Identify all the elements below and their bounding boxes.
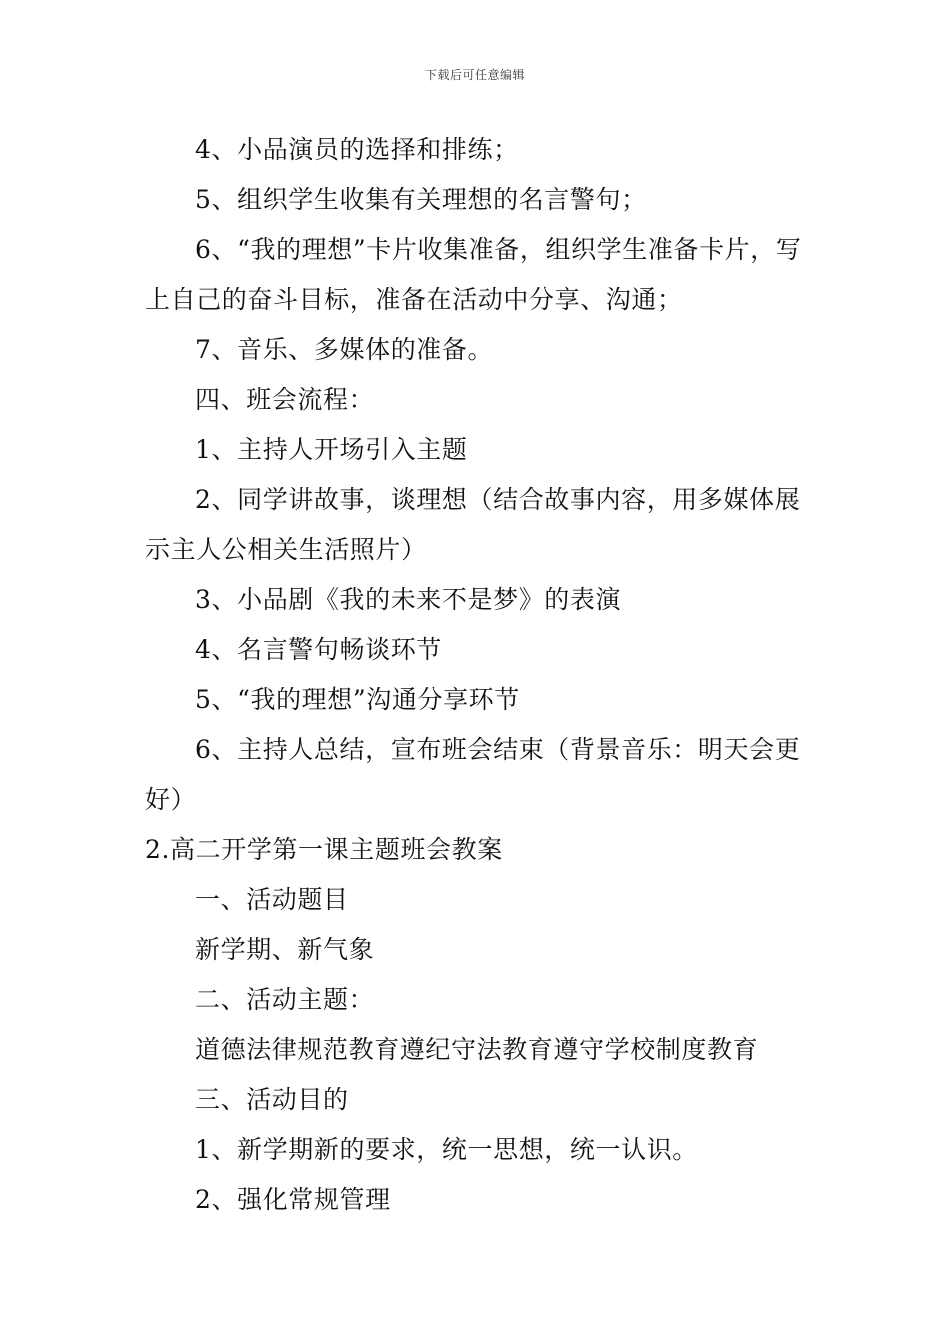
paragraph: 新学期、新气象 (195, 935, 375, 964)
paragraph: 1、新学期新的要求，统一思想，统一认识。 (195, 1135, 698, 1164)
paragraph: 5、组织学生收集有关理想的名言警句； (195, 185, 647, 214)
paragraph: 6、“我的理想”卡片收集准备，组织学生准备卡片，写上自己的奋斗目标，准备在活动中分享、沟通； (145, 235, 802, 314)
paragraph: 1、主持人开场引入主题 (195, 435, 468, 464)
paragraph: 2、同学讲故事，谈理想（结合故事内容，用多媒体展示主人公相关生活照片） (145, 485, 801, 564)
document-body (145, 125, 815, 1225)
paragraph: 4、名言警句畅谈环节 (195, 635, 442, 664)
page-header: 下载后可任意编辑 (424, 68, 525, 82)
paragraph: 3、小品剧《我的未来不是梦》的表演 (195, 585, 622, 614)
paragraph: 2、强化常规管理 (195, 1185, 391, 1214)
section-heading: 一、活动题目 (195, 885, 349, 914)
paragraph: 6、主持人总结，宣布班会结束（背景音乐：明天会更好） (145, 735, 801, 814)
paragraph: 5、“我的理想”沟通分享环节 (195, 685, 520, 714)
section-heading: 四、班会流程： (195, 385, 375, 414)
paragraph: 道德法律规范教育遵纪守法教育遵守学校制度教育 (195, 1035, 759, 1064)
section-heading: 三、活动目的 (195, 1085, 349, 1114)
section-heading: 二、活动主题： (195, 985, 375, 1014)
document-title: 2.高二开学第一课主题班会教案 (145, 835, 503, 864)
paragraph: 7、音乐、多媒体的准备。 (195, 335, 494, 364)
paragraph: 4、小品演员的选择和排练； (195, 135, 519, 164)
